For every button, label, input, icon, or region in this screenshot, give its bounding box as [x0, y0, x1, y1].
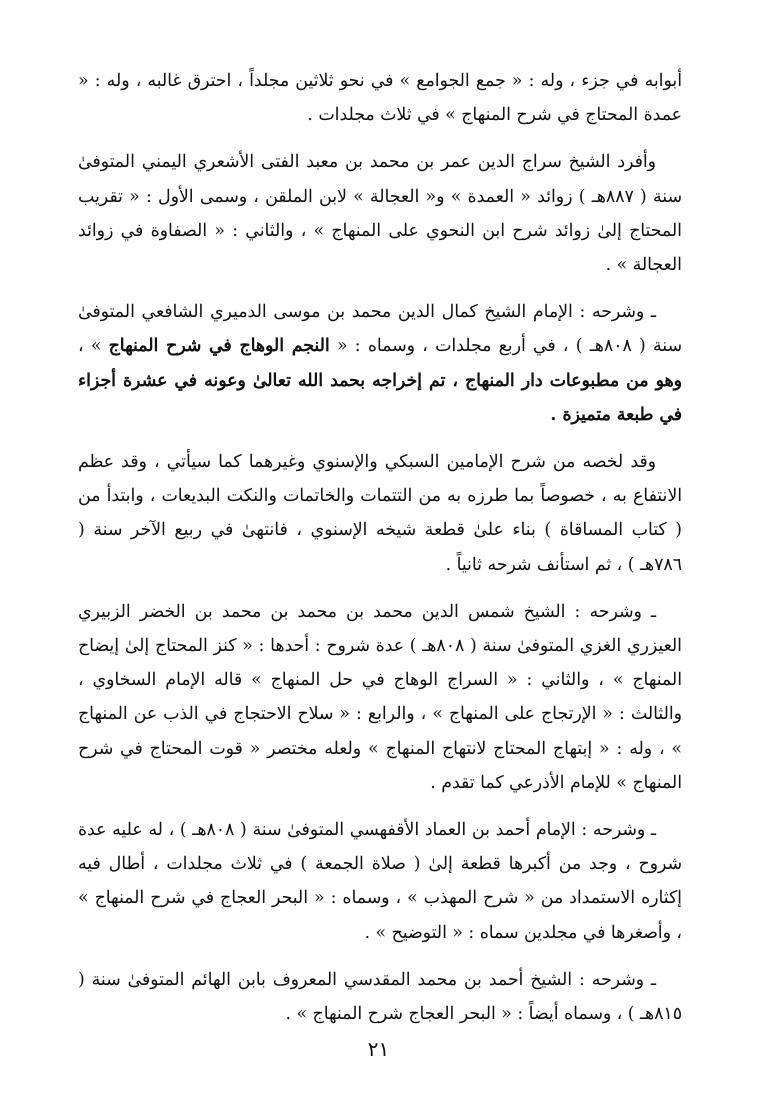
paragraph-3	[78, 295, 682, 432]
text-segment: ـ وشرحه : الإمام الشيخ كمال الدين محمد بن موسى الدميري الشافعي المتوفىٰ سنة ( ٨٠٨هـ ) ، في أربع مجلدات ، وسماه : «	[78, 302, 682, 357]
paragraph-7	[78, 963, 682, 1031]
bold-book-title: النجم الوهاج في شرح المنهاج	[108, 336, 330, 357]
text-segment: » ،	[78, 336, 109, 357]
bold-publisher-note: وهو من مطبوعات دار المنهاج ، تم إخراجه بحمد الله تعالىٰ وعونه في عشرة أجزاء في طبعة متميزة .	[78, 370, 682, 425]
text-segment: ـ وشرحه : الشيخ أحمد بن محمد المقدسي المعروف بابن الهائم المتوفىٰ سنة ( ٨١٥هـ ) ، وسماه أيضاً : « البحر العجاج شرح المنهاج » .	[78, 969, 682, 1025]
paragraph-2	[78, 145, 682, 282]
paragraph-4	[78, 445, 682, 582]
text-segment: وقد لخصه من شرح الإمامين السبكي والإسنوي وغيرهما كما سيأتي ، وقد عظم الانتفاع به ، خصوصاً بما طرزه به من التتمات والخاتمات والنكت البديعات ، وابتدأ من ( كتاب المساقاة ) بناء علىٰ قطعة شيخه الإسنوي ، فانتهىٰ في ربيع الآخر سنة ( ٧٨٦هـ ) ، ثم استأنف شرحه ثانياً .	[78, 452, 682, 575]
paragraph-6	[78, 813, 682, 950]
paragraph-5	[78, 595, 682, 800]
document-page	[78, 64, 682, 1044]
text-segment: ـ وشرحه : الإمام أحمد بن العماد الأقفهسي المتوفىٰ سنة ( ٨٠٨هـ ) ، له عليه عدة شروح ، وجد من أكبرها قطعة إلىٰ ( صلاة الجمعة ) في ثلاث مجلدات ، أطال فيه إكثاره الاستمداد من « شرح المهذب » ، وسماه : « البحر العجاج في شرح المنهاج » ، وأصغرها في مجلدين سماه : « التوضيح » .	[78, 820, 682, 943]
text-segment: وأفرد الشيخ سراج الدين عمر بن محمد بن معبد الفتى الأشعري اليمني المتوفىٰ سنة ( ٨٨٧هـ ) زوائد « العمدة » و« العجالة » لابن الملقن ، وسمى الأول : « تقريب المحتاج إلىٰ زوائد شرح ابن النحوي على المنهاج » ، والثاني : « الصفاوة في زوائد العجالة » .	[78, 152, 682, 276]
paragraph-1	[78, 64, 682, 132]
page-number: ٢١	[367, 1037, 390, 1061]
text-segment: أبوابه في جزء ، وله : « جمع الجوامع » في نحو ثلاثين مجلداً ، احترق غالبه ، وله : « عمدة المحتاج في شرح المنهاج » في ثلاث مجلدات .	[78, 71, 682, 126]
text-segment: ـ وشرحه : الشيخ شمس الدين محمد بن محمد بن محمد بن الخضر الزبيري العيزري الغزي المتوفىٰ سنة ( ٨٠٨هـ ) عدة شروح : أحدها : « كنز المحتاج إلىٰ إيضاح المنهاج » ، والثاني : « السراج الوهاج في حل المنهاج » قاله الإمام السخاوي ، والثالث : « الإرتجاج على المنهاج » ، والرابع : « سلاح الاحتجاج في الذب عن المنهاج » ، وله : « إبتهاج المحتاج لانتهاج المنهاج » ولعله مختصر « قوت المحتاج في شرح المنهاج » للإمام الأذرعي كما تقدم .	[78, 601, 682, 793]
